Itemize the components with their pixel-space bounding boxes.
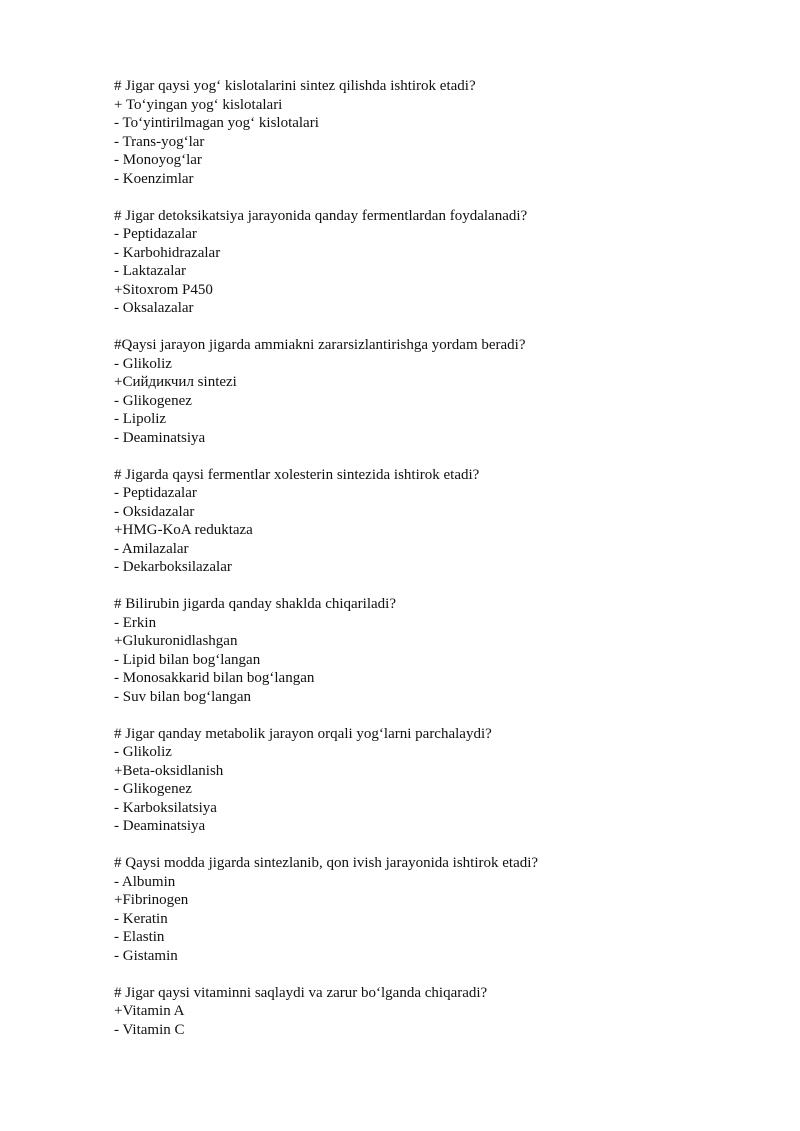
question-text: # Bilirubin jigarda qanday shaklda chiqariladi?	[114, 596, 396, 612]
question-text: #Qaysi jarayon jigarda ammiakni zararsizlantirishga yordam beradi?	[114, 337, 526, 353]
question-block	[114, 854, 754, 965]
answer-option: +Glukuronidlashgan	[114, 633, 238, 649]
answer-option: - Karboksilatsiya	[114, 799, 217, 816]
answer-option: - Glikoliz	[114, 355, 172, 372]
question-block	[114, 595, 754, 706]
answer-option: - To‘yintirilmagan yog‘ kislotalari	[114, 115, 319, 131]
answer-option: - Peptidazalar	[114, 485, 197, 501]
answer-option: - Peptidazalar	[114, 226, 197, 242]
answer-option: - Koenzimlar	[114, 170, 194, 187]
answer-option: - Oksalazalar	[114, 300, 194, 316]
question-block	[114, 984, 754, 1040]
question-text: # Jigar qaysi vitaminni saqlaydi va zarur bo‘lganda chiqaradi?	[114, 984, 488, 1001]
answer-option: - Keratin	[114, 910, 168, 927]
answer-option: - Gistamin	[114, 947, 178, 964]
answer-option: - Glikogenez	[114, 781, 192, 797]
question-text: # Qaysi modda jigarda sintezlanib, qon ivish jarayonida ishtirok etadi?	[114, 855, 539, 871]
question-text: # Jigar qanday metabolik jarayon orqali yog‘larni parchalaydi?	[114, 725, 492, 742]
answer-option: - Monoyog‘lar	[114, 152, 202, 168]
answer-option: - Deaminatsiya	[114, 818, 206, 834]
answer-option: - Suv bilan bog‘langan	[114, 688, 252, 705]
answer-option: - Elastin	[114, 929, 165, 945]
answer-option: - Lipoliz	[114, 411, 167, 427]
answer-option: - Trans-yog‘lar	[114, 133, 205, 150]
answer-option: - Karbohidrazalar	[114, 244, 221, 261]
question-text: # Jigar detoksikatsiya jarayonida qanday fermentlardan foydalanadi?	[114, 207, 528, 224]
answer-option: - Glikoliz	[114, 744, 172, 760]
answer-option: - Dekarboksilazalar	[114, 559, 232, 575]
answer-option: +HMG-KoA reduktaza	[114, 522, 253, 538]
answer-option: - Deaminatsiya	[114, 429, 206, 446]
question-text: # Jigar qaysi yog‘ kislotalarini sintez qilishda ishtirok etadi?	[114, 78, 476, 94]
question-block	[114, 207, 754, 318]
answer-option: - Amilazalar	[114, 540, 189, 557]
answer-option: +Sitoxrom P450	[114, 281, 213, 298]
document-page	[114, 77, 754, 1058]
answer-option: +Vitamin A	[114, 1003, 185, 1019]
answer-option: + To‘yingan yog‘ kislotalari	[114, 96, 283, 113]
question-text: # Jigarda qaysi fermentlar xolesterin sintezida ishtirok etadi?	[114, 466, 480, 483]
answer-option: +Fibrinogen	[114, 892, 189, 908]
answer-option: - Monosakkarid bilan bog‘langan	[114, 670, 315, 686]
answer-option: - Glikogenez	[114, 392, 192, 409]
answer-option: - Lipid bilan bog‘langan	[114, 651, 261, 668]
answer-option: - Erkin	[114, 614, 157, 631]
answer-option: - Vitamin C	[114, 1021, 185, 1038]
answer-option: - Albumin	[114, 873, 176, 890]
answer-option: - Laktazalar	[114, 263, 187, 279]
answer-option: +Сийдикчил sintezi	[114, 374, 237, 390]
question-block	[114, 725, 754, 836]
question-block	[114, 466, 754, 577]
answer-option: +Beta-oksidlanish	[114, 762, 224, 779]
question-block	[114, 77, 754, 188]
answer-option: - Oksidazalar	[114, 503, 195, 520]
question-block	[114, 336, 754, 447]
